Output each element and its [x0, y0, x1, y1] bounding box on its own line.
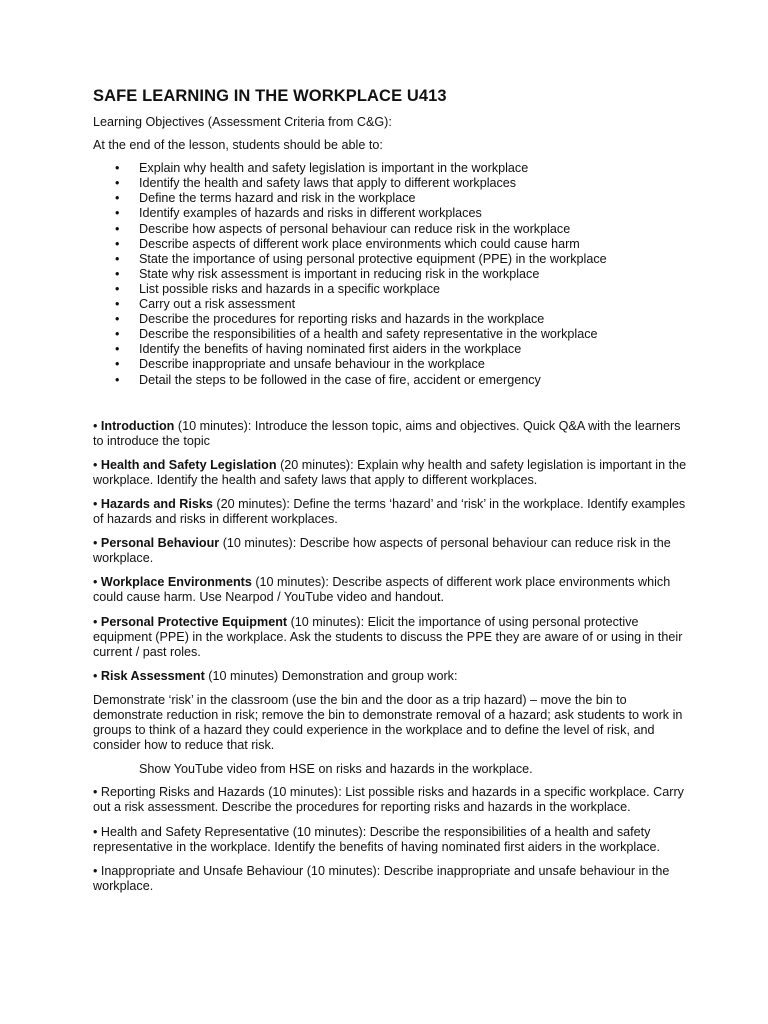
bullet-icon: •	[115, 327, 120, 342]
list-item: • Detail the steps to be followed in the case of fire, accident or emergency	[115, 372, 541, 387]
bullet-icon: •	[115, 342, 120, 357]
list-item: • Describe how aspects of personal behaviour can reduce risk in the workplace	[115, 221, 571, 236]
section-hazards-risks: • Hazards and Risks (20 minutes): Define the terms ‘hazard’ and ‘risk’ in the workplace. Identify examples of hazards and risks in different workplaces.	[93, 496, 686, 527]
section-personal-behaviour: • Personal Behaviour (10 minutes): Describe how aspects of personal behaviour can reduce risk in the workplace.	[93, 536, 671, 566]
bullet-icon: •	[115, 312, 120, 327]
youtube-line: Show YouTube video from HSE on risks and hazards in the workplace.	[139, 762, 533, 777]
section-heading: Introduction	[100, 418, 175, 433]
list-item: • Describe aspects of different work place environments which could cause harm	[115, 236, 580, 251]
list-item: • Carry out a risk assessment	[115, 297, 296, 312]
learning-objectives-heading: Learning Objectives (Assessment Criteria from C&G):	[93, 115, 392, 129]
section-hs-representative: • Health and Safety Representative (10 minutes): Describe the responsibilities of a health and safety representative in the workplace. Identify the benefits of having nominated first aiders in the workplace.	[93, 824, 661, 854]
section-reporting-risks: • Reporting Risks and Hazards (10 minutes): List possible risks and hazards in a specific workplace. Carry out a risk assessment. Describe the procedures for reporting risks and hazards in the workplace.	[93, 785, 684, 815]
bullet-icon: •	[115, 161, 120, 176]
document-page	[93, 86, 693, 903]
bullet-icon: •	[115, 191, 120, 206]
bullet-icon: •	[115, 281, 120, 296]
bullet-icon: •	[115, 236, 120, 251]
objectives-list	[93, 161, 693, 387]
section-heading: Personal Protective Equipment	[100, 614, 288, 629]
list-item: • List possible risks and hazards in a specific workplace	[115, 281, 440, 296]
list-item: • Describe the procedures for reporting risks and hazards in the workplace	[115, 312, 545, 327]
bullet-icon: •	[115, 221, 120, 236]
section-health-safety-legislation: • Health and Safety Legislation (20 minutes): Explain why health and safety legislation is important in the workplace. Identify the health and safety laws that apply to different workplaces.	[93, 457, 687, 487]
list-item: • Define the terms hazard and risk in the workplace	[115, 191, 416, 206]
risk-demo-paragraph: Demonstrate ‘risk’ in the classroom (use the bin and the door as a trip hazard) – move the bin to demonstrate reduction in risk; remove the bin to demonstrate removal of a hazard; ask students to work in groups to think of a hazard they could experience in the workplace and to define the level of risk, and consider how to reduce that risk.	[93, 692, 683, 753]
lesson-sections	[93, 419, 693, 894]
bullet-icon: •	[115, 206, 120, 221]
bullet-icon: •	[115, 251, 120, 266]
list-item: • Describe inappropriate and unsafe behaviour in the workplace	[115, 357, 485, 372]
list-item: • Identify the benefits of having nominated first aiders in the workplace	[115, 342, 522, 357]
bullet-icon: •	[115, 357, 120, 372]
list-item: • State the importance of using personal protective equipment (PPE) in the workplace	[115, 251, 607, 266]
bullet-icon: •	[115, 176, 120, 191]
section-ppe: • Personal Protective Equipment (10 minutes): Elicit the importance of using personal protective equipment (PPE) in the workplace. Ask the students to discuss the PPE they are aware of or using in their current / past roles.	[93, 614, 683, 659]
list-item: • Identify examples of hazards and risks in different workplaces	[115, 206, 482, 221]
objectives-intro-line: At the end of the lesson, students should be able to:	[93, 138, 383, 153]
section-heading: Hazards and Risks	[100, 496, 213, 511]
section-heading: Health and Safety Legislation	[100, 457, 277, 472]
section-workplace-environments: • Workplace Environments (10 minutes): Describe aspects of different work place environments which could cause harm. Use Nearpod / YouTube video and handout.	[93, 575, 671, 605]
bullet-icon: •	[115, 266, 120, 281]
section-introduction: • Introduction (10 minutes): Introduce the lesson topic, aims and objectives. Quick Q&A with the learners to introduce the topic	[93, 418, 681, 448]
bullet-icon: •	[115, 297, 120, 312]
bullet-icon: •	[115, 372, 120, 387]
list-item: • Describe the responsibilities of a health and safety representative in the workplace	[115, 327, 598, 342]
section-heading: Personal Behaviour	[100, 536, 220, 551]
section-heading: Workplace Environments	[100, 575, 252, 590]
list-item: • Explain why health and safety legislation is important in the workplace	[115, 161, 529, 176]
list-item: • State why risk assessment is important in reducing risk in the workplace	[115, 266, 540, 281]
section-risk-assessment: • Risk Assessment (10 minutes) Demonstration and group work:	[93, 668, 458, 683]
list-item: • Identify the health and safety laws that apply to different workplaces	[115, 176, 517, 191]
section-inappropriate-behaviour: • Inappropriate and Unsafe Behaviour (10 minutes): Describe inappropriate and unsafe behaviour in the workplace.	[93, 863, 670, 893]
document-title: SAFE LEARNING IN THE WORKPLACE U413	[93, 87, 447, 105]
section-heading: Risk Assessment	[100, 668, 205, 683]
